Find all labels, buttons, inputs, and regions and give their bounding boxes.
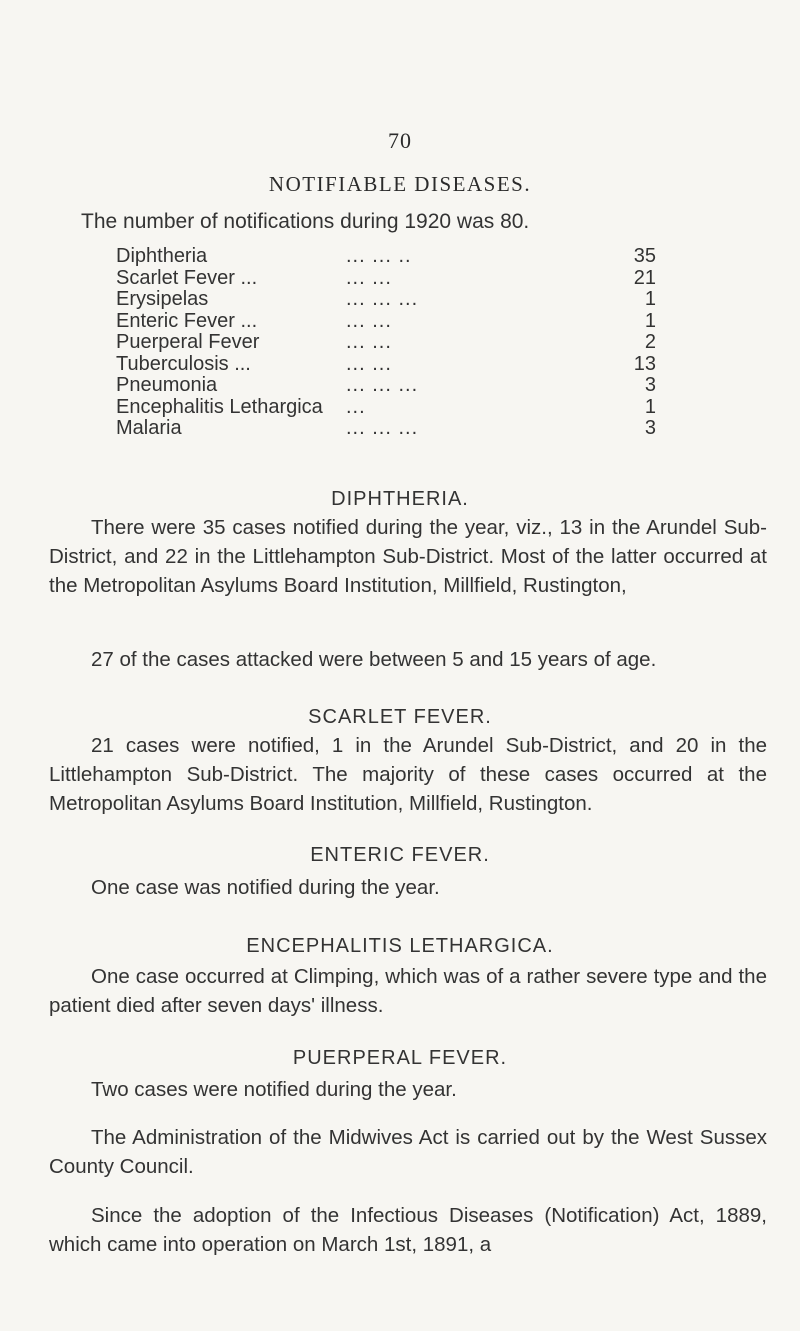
disease-name: Encephalitis Lethargica (116, 395, 323, 418)
notifications-table (116, 246, 656, 440)
leader-dots: ... ... (346, 309, 392, 332)
section-heading-enteric-fever: ENTERIC FEVER. (310, 844, 490, 866)
leader-dots: ... (346, 395, 366, 418)
leader-dots: ... ... .. (346, 245, 412, 267)
table-row (116, 397, 656, 419)
disease-name: Enteric Fever ... (116, 309, 258, 332)
table-row (116, 246, 656, 268)
page-title: NOTIFIABLE DISEASES. (268, 172, 532, 196)
encephalitis-paragraph: One case occurred at Climping, which was of a rather severe type and the patient died after seven days' illness. (49, 965, 767, 1017)
disease-name: Scarlet Fever ... (116, 266, 258, 289)
leader-dots: ... ... ... (346, 374, 419, 396)
disease-count: 2 (644, 331, 656, 353)
section-heading-scarlet-fever: SCARLET FEVER. (308, 706, 492, 728)
disease-name: Diphtheria (116, 245, 208, 267)
disease-count: 3 (644, 374, 656, 396)
table-row (116, 289, 656, 311)
intro-text: The number of notifications during 1920 was 80. (81, 210, 530, 233)
puerperal-fever-paragraph-3: Since the adoption of the Infectious Diseases (Notification) Act, 1889, which came into operation on March 1st, 1891, a (49, 1204, 767, 1256)
section-heading-diphtheria: DIPHTHERIA. (331, 488, 469, 510)
disease-count: 1 (644, 395, 656, 418)
leader-dots: ... ... ... (346, 417, 419, 439)
disease-name: Erysipelas (116, 288, 209, 310)
leader-dots: ... ... (346, 266, 392, 289)
disease-name: Puerperal Fever (116, 331, 260, 353)
page-number: 70 (388, 128, 412, 153)
disease-count: 35 (633, 245, 656, 267)
table-row (116, 375, 656, 397)
disease-count: 13 (633, 352, 656, 375)
table-row (116, 418, 656, 440)
disease-name: Malaria (116, 417, 182, 439)
disease-count: 21 (633, 266, 656, 289)
leader-dots: ... ... ... (346, 288, 419, 310)
leader-dots: ... ... (346, 352, 392, 375)
leader-dots: ... ... (346, 331, 392, 353)
section-heading-encephalitis: ENCEPHALITIS LETHARGICA. (246, 935, 554, 957)
enteric-fever-paragraph: One case was notified during the year. (91, 876, 440, 899)
diphtheria-paragraph-1: There were 35 cases notified during the year, viz., 13 in the Arundel Sub-District, and 22 in the Littlehampton Sub-District. Most of the latter occurred at the Metropolitan Asylums Board Institution, Millfield, Rustington, (49, 516, 767, 597)
table-row (116, 354, 656, 376)
table-row (116, 268, 656, 290)
section-heading-puerperal-fever: PUERPERAL FEVER. (292, 1047, 508, 1069)
disease-count: 3 (644, 417, 656, 439)
disease-count: 1 (644, 309, 656, 332)
scarlet-fever-paragraph: 21 cases were notified, 1 in the Arundel Sub-District, and 20 in the Littlehampton Sub-District. The majority of these cases occurred at the Metropolitan Asylums Board Institution, Millfield, Rustington. (49, 734, 767, 815)
disease-count: 1 (644, 288, 656, 310)
diphtheria-paragraph-2: 27 of the cases attacked were between 5 and 15 years of age. (91, 648, 657, 671)
puerperal-fever-paragraph-2: The Administration of the Midwives Act is carried out by the West Sussex County Council. (49, 1126, 767, 1178)
disease-name: Pneumonia (116, 374, 218, 396)
table-row (116, 332, 656, 354)
puerperal-fever-paragraph-1: Two cases were notified during the year. (91, 1078, 457, 1101)
disease-name: Tuberculosis ... (116, 352, 251, 375)
table-row (116, 311, 656, 333)
